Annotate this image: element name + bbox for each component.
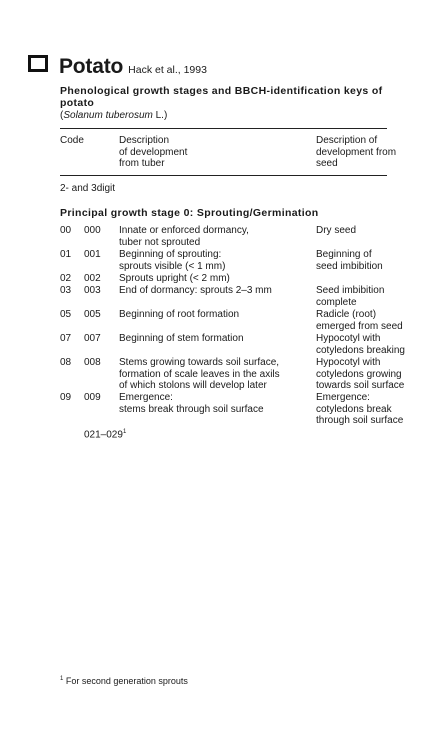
seed-description: Hypocotyl with cotyledons breaking [316,333,405,356]
tuber-description: Stems growing towards soil surface, formation of scale leaves in the axils of which stolons will develop later [119,357,280,391]
principal-stage-title: Principal growth stage 0: Sprouting/Germination [60,207,319,219]
species-name: Solanum tuberosum [63,110,153,121]
citation: Hack et al., 1993 [128,64,207,76]
code-3digit: 007 [84,333,101,344]
tuber-description: Emergence: stems break through soil surface [119,392,264,415]
page-title [59,55,207,82]
seed-description: Emergence: cotyledons break through soil surface [316,392,404,426]
code-3digit: 000 [84,225,101,236]
tuber-description: Sprouts upright (< 2 mm) [119,273,230,284]
seed-description: Beginning of seed imbibition [316,249,383,272]
seed-description: Seed imbibition complete [316,285,385,308]
digit-note: 2- and 3digit [60,183,116,194]
code-2digit: 00 [60,225,72,236]
col-header-code: Code [60,135,84,146]
code-3digit: 008 [84,357,101,368]
subtitle: Phenological growth stages and BBCH-identification keys of potato [60,85,383,109]
scientific-name: (Solanum tuberosum L.) [60,110,168,121]
col-header-seed: Description of development from seed [316,135,397,169]
header-rule-top [60,128,387,129]
tuber-description: Beginning of stem formation [119,333,244,344]
code-3digit: 001 [84,249,101,260]
code-2digit: 03 [60,285,72,296]
header-rule-bottom [60,175,387,176]
crop-name: Potato [59,55,124,78]
code-3digit: 009 [84,392,101,403]
code-2digit: 05 [60,309,72,320]
range-code: $021-029^1$ [84,429,127,441]
tuber-description: Beginning of sprouting: sprouts visible (< 1 mm) [119,249,226,272]
code-2digit: 01 [60,249,72,260]
code-3digit: 005 [84,309,101,320]
code-3digit: 002 [84,273,101,284]
seed-description: Radicle (root) emerged from seed [316,309,403,332]
tuber-description: Innate or enforced dormancy, tuber not sprouted [119,225,249,248]
seed-description: Dry seed [316,225,357,236]
code-2digit: 08 [60,357,72,368]
code-2digit: 09 [60,392,72,403]
tuber-description: End of dormancy: sprouts 2–3 mm [119,285,272,296]
col-header-tuber: Description of development from tuber [119,135,188,169]
seed-description: Hypocotyl with cotyledons growing towards soil surface [316,357,405,391]
section-marker-icon [28,55,48,72]
footnote: $^1$ For second generation sprouts [60,676,188,686]
code-2digit: 07 [60,333,72,344]
tuber-description: Beginning of root formation [119,309,240,320]
code-2digit: 02 [60,273,72,284]
code-3digit: 003 [84,285,101,296]
